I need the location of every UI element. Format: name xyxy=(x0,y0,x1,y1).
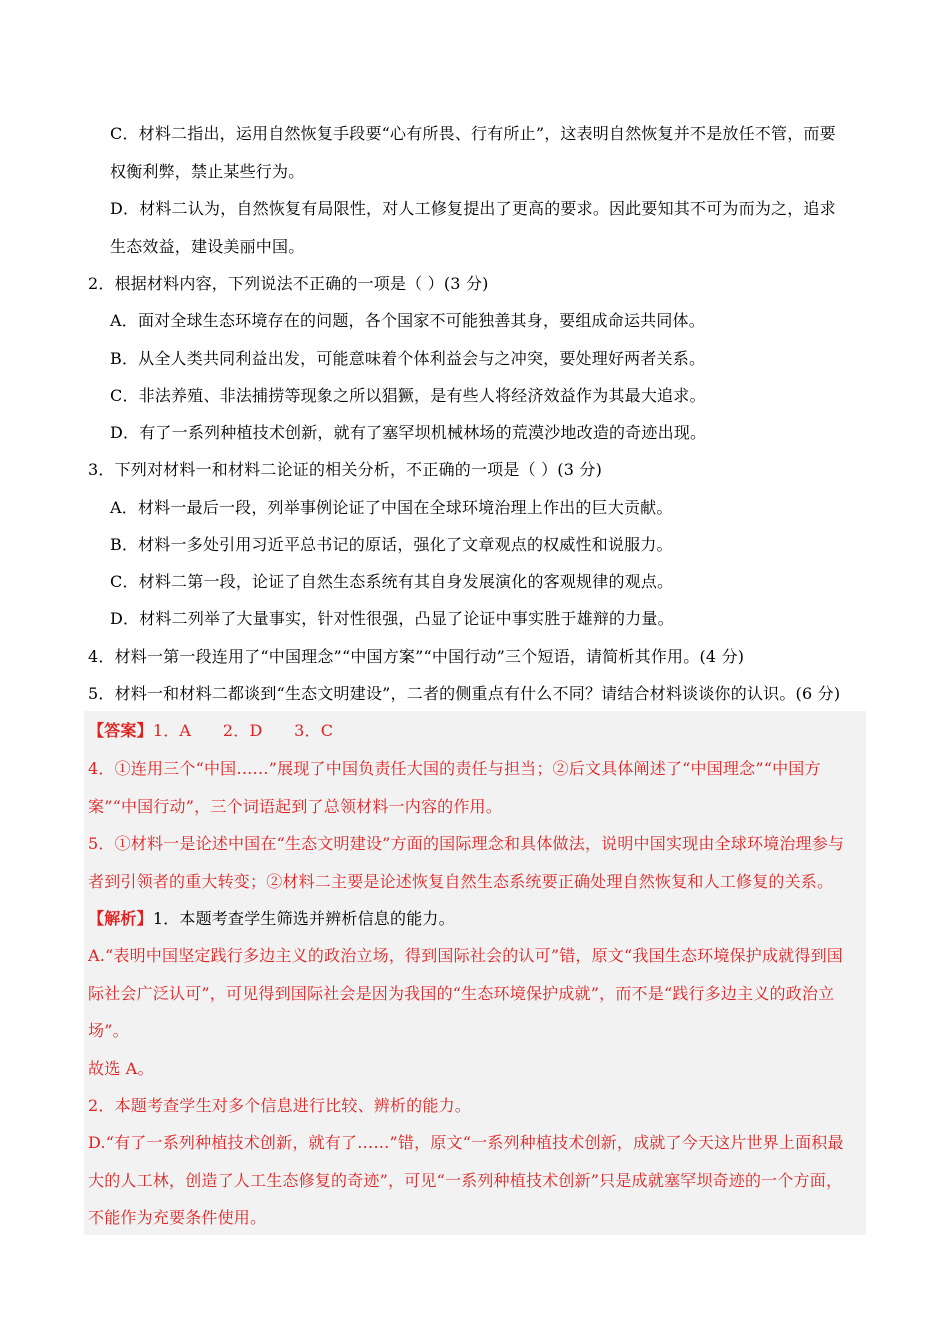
analysis-a-line3: 场”。 xyxy=(88,1021,129,1040)
answer-tag: 【答案】 xyxy=(88,721,153,740)
q3-option-b: B．材料一多处引用习近平总书记的原话，强化了文章观点的权威性和说服力。 xyxy=(110,535,673,554)
q3-option-d: D．材料二列举了大量事实，针对性很强，凸显了论证中事实胜于雄辩的力量。 xyxy=(110,609,674,628)
analysis-a-line2: 际社会广泛认可”，可见得到国际社会是因为我国的“生态环境保护成就”，而不是“践行多边主义的政治立 xyxy=(88,984,835,1003)
answer-5-line1: 5．①材料一是论述中国在“生态文明建设”方面的国际理念和具体做法，说明中国实现由全球环境治理参与 xyxy=(88,834,845,853)
q1-option-c-line2: 权衡利弊，禁止某些行为。 xyxy=(110,162,305,181)
analysis-d-line1: D.“有了一系列种植技术创新，就有了……”错，原文“一系列种植技术创新，成就了今天这片世界上面积最 xyxy=(88,1133,844,1152)
analysis-choose-a: 故选 A。 xyxy=(88,1059,154,1078)
q2-stem: 2．根据材料内容，下列说法不正确的一项是（ ）(3 分) xyxy=(88,274,489,293)
analysis-intro-2: 2．本题考查学生对多个信息进行比较、辨析的能力。 xyxy=(88,1096,471,1115)
q1-option-d-line1: D．材料二认为，自然恢复有局限性，对人工修复提出了更高的要求。因此要知其不可为而为之，追求 xyxy=(110,199,836,218)
analysis-line xyxy=(88,907,455,931)
answer-mc: 1．A 2．D 3．C xyxy=(152,721,334,740)
q3-option-a: A．材料一最后一段，列举事例论证了中国在全球环境治理上作出的巨大贡献。 xyxy=(110,498,673,517)
q3-stem: 3．下列对材料一和材料二论证的相关分析，不正确的一项是（ ）(3 分) xyxy=(88,460,603,479)
answer-5-line2: 者到引领者的重大转变；②材料二主要是论述恢复自然生态系统要正确处理自然恢复和人工修复的关系。 xyxy=(88,872,834,891)
answer-4-line1: 4．①连用三个“中国……”展现了中国负责任大国的责任与担当；②后文具体阐述了“中国理念”“中国方 xyxy=(88,759,821,778)
analysis-a-line1: A.“表明中国坚定践行多边主义的政治立场，得到国际社会的认可”错，原文“我国生态环境保护成就得到国 xyxy=(88,946,843,965)
q3-option-c: C．材料二第一段，论证了自然生态系统有其自身发展演化的客观规律的观点。 xyxy=(110,572,674,591)
analysis-tag: 【解析】 xyxy=(88,909,153,928)
analysis-d-line3: 不能作为充要条件使用。 xyxy=(88,1208,267,1227)
q5-stem: 5．材料一和材料二都谈到“生态文明建设”，二者的侧重点有什么不同？请结合材料谈谈你的认识。(6 分) xyxy=(88,684,841,703)
q2-option-b: B．从全人类共同利益出发，可能意味着个体利益会与之冲突，要处理好两者关系。 xyxy=(110,349,706,368)
answer-line xyxy=(88,719,333,743)
q2-option-c: C．非法养殖、非法捕捞等现象之所以猖獗，是有些人将经济效益作为其最大追求。 xyxy=(110,386,706,405)
q1-option-c-line1: C．材料二指出，运用自然恢复手段要“心有所畏、行有所止”，这表明自然恢复并不是放任不管，而要 xyxy=(110,124,836,143)
q2-option-a: A．面对全球生态环境存在的问题，各个国家不可能独善其身，要组成命运共同体。 xyxy=(110,311,705,330)
answer-4-line2: 案”“中国行动”，三个词语起到了总领材料一内容的作用。 xyxy=(88,797,502,816)
analysis-intro-1: 1．本题考查学生筛选并辨析信息的能力。 xyxy=(152,909,455,928)
analysis-d-line2: 大的人工林，创造了人工生态修复的奇迹”，可见“一系列种植技术创新”只是成就塞罕坝奇迹的一个方面， xyxy=(88,1171,843,1190)
q1-option-d-line2: 生态效益，建设美丽中国。 xyxy=(110,237,305,256)
q4-stem: 4．材料一第一段连用了“中国理念”“中国方案”“中国行动”三个短语，请简析其作用。(4 分) xyxy=(88,647,745,666)
q2-option-d: D．有了一系列种植技术创新，就有了塞罕坝机械林场的荒漠沙地改造的奇迹出现。 xyxy=(110,423,707,442)
answer-analysis-panel xyxy=(84,711,866,1235)
